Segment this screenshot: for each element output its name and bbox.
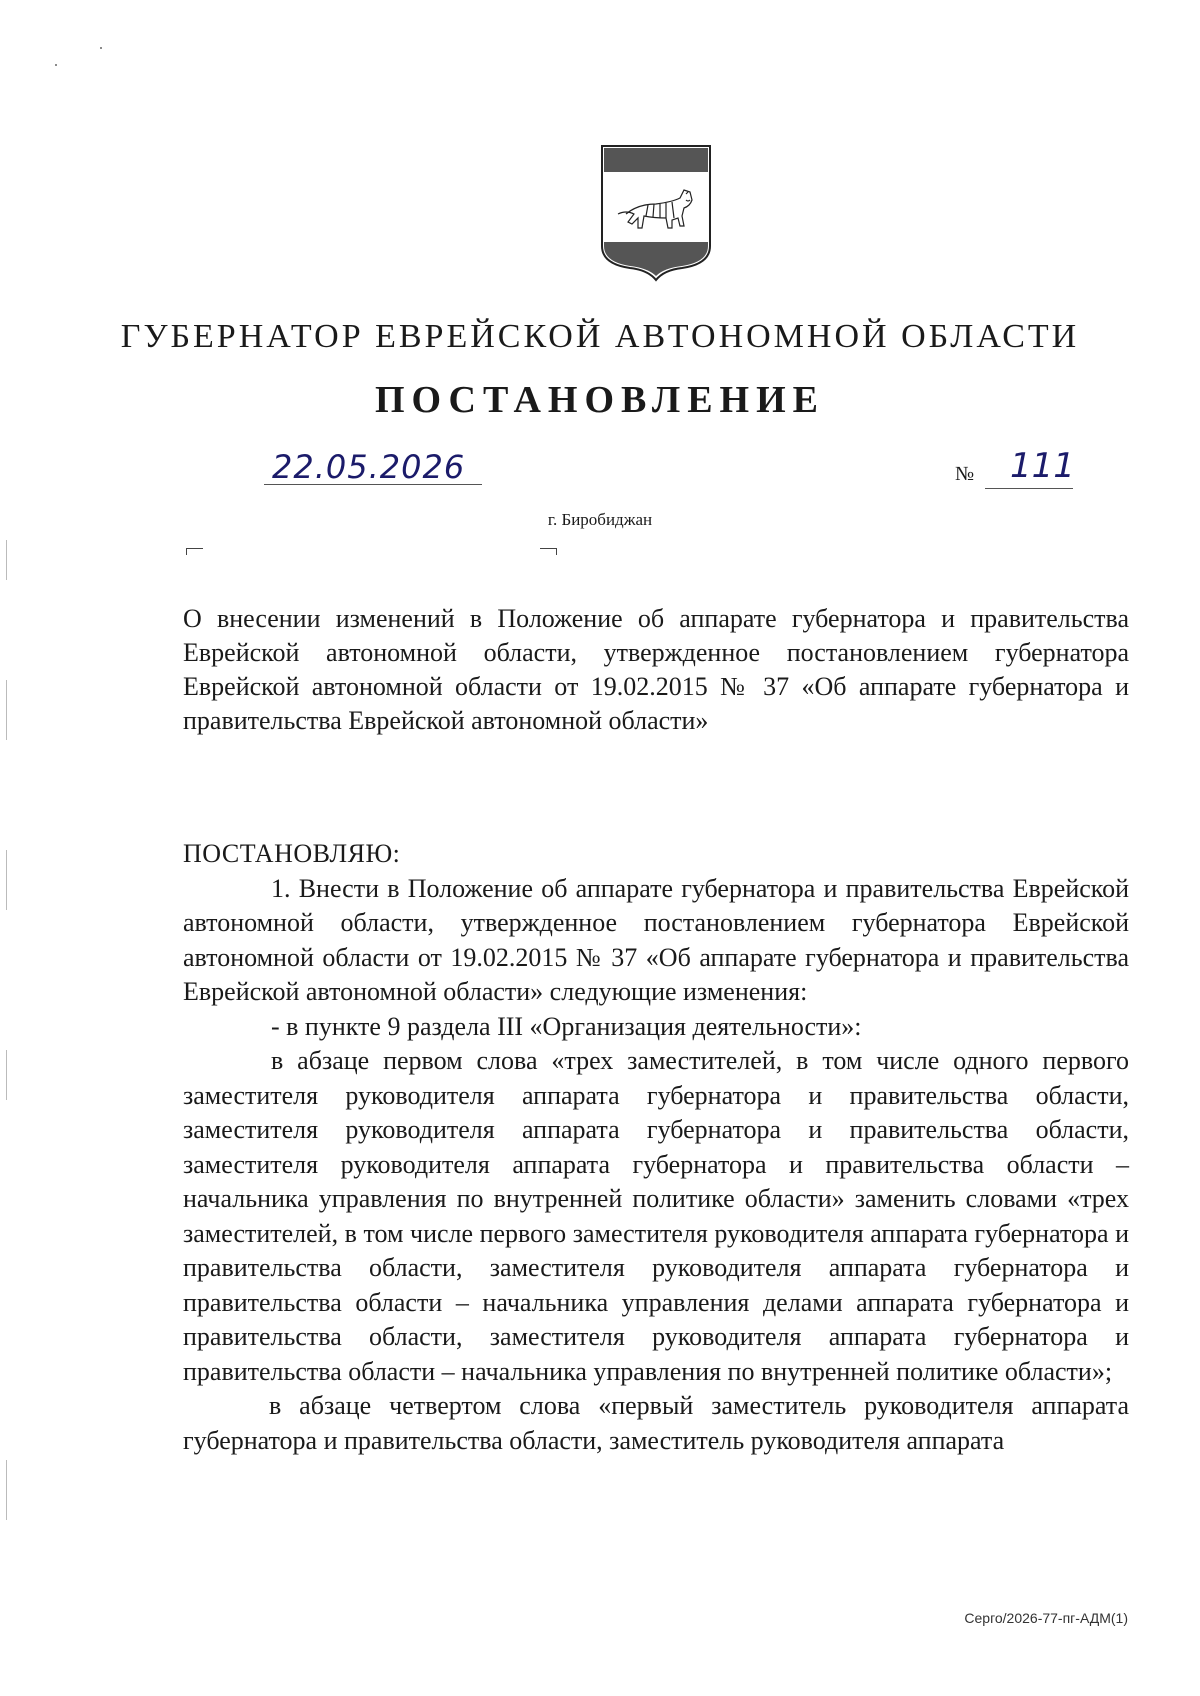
number-underline: [985, 488, 1073, 489]
document-type: ПОСТАНОВЛЕНИЕ: [374, 379, 826, 421]
document-number: 111: [1010, 446, 1075, 486]
resolve-heading: ПОСТАНОВЛЯЮ:: [183, 839, 401, 868]
scan-dot: [100, 47, 102, 49]
body-paragraph: - в пункте 9 раздела III «Организация деятельности»:: [271, 1011, 862, 1041]
date-underline: [264, 484, 482, 485]
document-date: 22.05.2026: [272, 448, 466, 486]
subject-corner-left: [186, 548, 203, 555]
document-code: Серго/2026-77-пг-АДМ(1): [964, 1610, 1128, 1626]
body-paragraph: в абзаце четвертом слова «первый заместитель руководителя аппарата губернатора и правительства области, заместитель руководителя аппарата: [183, 1391, 1129, 1455]
issuing-authority: ГУБЕРНАТОР ЕВРЕЙСКОЙ АВТОНОМНОЙ ОБЛАСТИ: [120, 318, 1080, 355]
body-paragraph: 1. Внести в Положение об аппарате губернатора и правительства Еврейской автономной области, утвержденное постановлением губернатора Еврейской автономной области от 19.02.2015 № 37 «Об аппарате губернатора и правительства Еврейской автономной области» следующие изменения:: [183, 873, 1129, 1006]
tiger-coat-of-arms-icon: [598, 142, 714, 282]
subject-corner-right: [540, 548, 557, 555]
scan-edge-mark: [6, 540, 7, 580]
scan-dot: [55, 64, 57, 66]
body-paragraph: в абзаце первом слова «трех заместителей, в том числе одного первого заместителя руководителя аппарата губернатора и правительства области, заместителя руководителя аппарата губернатора и правительства области, заместителя руководителя аппарата губернатора и правительства области – начальника управления по внутренней политике области» заменить словами «трех заместителей, в том числе первого заместителя руководителя аппарата губернатора и правительства области, заместителя руководителя аппарата губернатора и правительства области – начальника управления делами аппарата губернатора и правительства области, заместителя руководителя аппарата губернатора и правительства области – начальника управления по внутренней политике области»;: [183, 1046, 1129, 1386]
city-name: г. Биробиджан: [547, 510, 653, 529]
document-body: [183, 837, 1129, 1458]
document-subject: О внесении изменений в Положение об аппарате губернатора и правительства Еврейской автономной области, утвержденное постановлением губернатора Еврейской автономной области от 19.02.2015 № 37 «Об аппарате губернатора и правительства Еврейской автономной области»: [183, 604, 1129, 735]
scan-edge-mark: [6, 680, 7, 740]
scan-edge-mark: [6, 1050, 7, 1100]
scan-edge-mark: [6, 1460, 7, 1520]
number-sign: №: [955, 463, 975, 485]
scan-edge-mark: [6, 850, 7, 910]
